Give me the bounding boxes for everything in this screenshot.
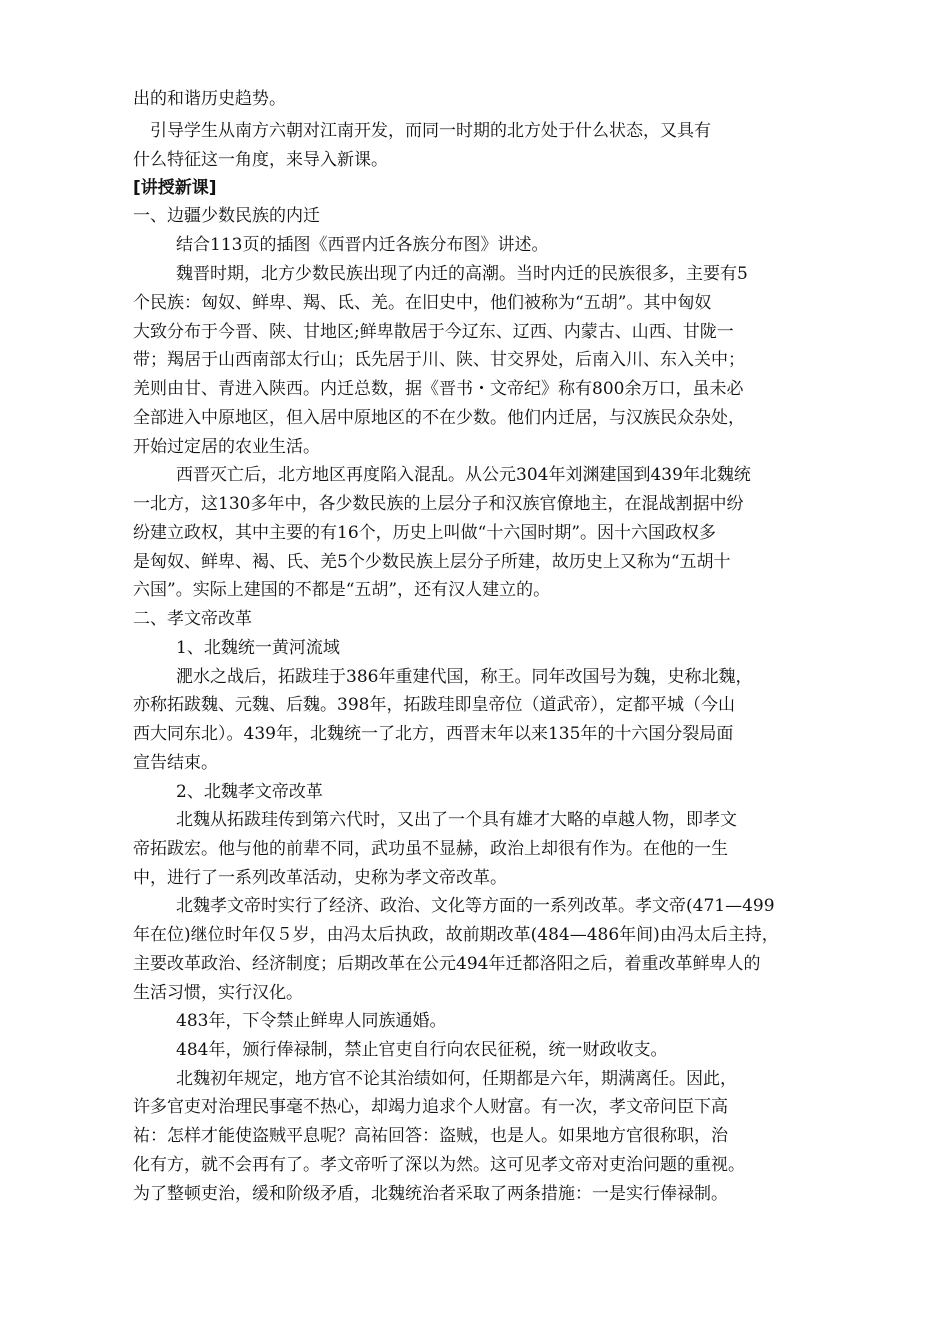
text-line: 引导学生从南方六朝对江南开发，而同一时期的北方处于什么状态，又具有: [133, 121, 711, 141]
text-line: 开始过定居的农业生活。: [133, 437, 320, 457]
section-heading: [讲授新课]: [133, 178, 217, 198]
text-line: 出的和谐历史趋势。: [133, 89, 286, 109]
text-line: 大致分布于今晋、陕、甘地区;鲜卑散居于今辽东、辽西、内蒙古、山西、甘陇一: [133, 322, 734, 342]
text-line: 484年，颁行俸禄制，禁止官吏自行向农民征税，统一财政收支。: [176, 1040, 668, 1060]
text-line: 带；羯居于山西南部太行山；氐先居于川、陕、甘交界处，后南入川、东入关中；: [133, 350, 745, 370]
text-line: 全部进入中原地区，但入居中原地区的不在少数。他们内迁居，与汉族民众杂处，: [133, 408, 745, 428]
text-line: 北魏初年规定，地方官不论其治绩如何，任期都是六年，期满离任。因此，: [176, 1069, 737, 1089]
text-line: 化有方，就不会再有了。孝文帝听了深以为然。这可见孝文帝对吏治问题的重视。: [133, 1155, 745, 1175]
text-line: 主要改革政治、经济制度；后期改革在公元494年迁都洛阳之后，着重改革鲜卑人的: [133, 954, 761, 974]
text-line: 许多官吏对治理民事毫不热心，却竭力追求个人财富。有一次，孝文帝问臣下高: [133, 1097, 728, 1117]
text-line: 什么特征这一角度，来导入新课。: [133, 150, 388, 170]
text-line: 个民族：匈奴、鲜卑、羯、氐、羌。在旧史中，他们被称为“五胡”。其中匈奴: [133, 293, 712, 313]
text-line: 西大同东北）。439年，北魏统一了北方，西晋末年以来135年的十六国分裂局面: [133, 724, 734, 744]
subheading: 1、北魏统一黄河流域: [176, 638, 340, 658]
text-line: 淝水之战后，拓跋珪于386年重建代国，称王。同年改国号为魏，史称北魏，: [176, 667, 753, 687]
subheading: 2、北魏孝文帝改革: [176, 782, 323, 802]
text-line: 羌则由甘、青进入陕西。内迁总数，据《晋书・文帝纪》称有800余万口，虽未必: [133, 379, 744, 399]
text-line: 结合113页的插图《西晋内迁各族分布图》讲述。: [176, 235, 549, 255]
text-line: 西晋灭亡后，北方地区再度陷入混乱。从公元304年刘渊建国到439年北魏统: [176, 465, 751, 485]
heading-2: 二、孝文帝改革: [133, 609, 252, 629]
text-line: 年在位)继位时年仅５岁，由冯太后执政，故前期改革(484—486年间)由冯太后主持，: [133, 925, 779, 945]
text-line: 祐：怎样才能使盗贼平息呢？高祐回答：盗贼，也是人。如果地方官很称职，治: [133, 1126, 728, 1146]
text-line: 宣告结束。: [133, 753, 218, 773]
text-line: 为了整顿吏治，缓和阶级矛盾，北魏统治者采取了两条措施：一是实行俸禄制。: [133, 1184, 728, 1204]
text-line: 生活习惯，实行汉化。: [133, 983, 303, 1003]
text-line: 中，进行了一系列改革活动，史称为孝文帝改革。: [133, 868, 507, 888]
text-line: 六国”。实际上建国的不都是“五胡”，还有汉人建立的。: [133, 580, 551, 600]
text-line: 一北方，这130多年中，各少数民族的上层分子和汉族官僚地主，在混战割据中纷: [133, 494, 744, 514]
text-line: 483年，下令禁止鲜卑人同族通婚。: [176, 1011, 447, 1031]
heading-1: 一、边疆少数民族的内迁: [133, 206, 320, 226]
text-line: 北魏孝文帝时实行了经济、政治、文化等方面的一系列改革。孝文帝(471—499: [176, 896, 775, 916]
text-line: 北魏从拓跋珪传到第六代时，又出了一个具有雄才大略的卓越人物，即孝文: [176, 810, 737, 830]
text-line: 亦称拓跋魏、元魏、后魏。398年，拓跋珪即皇帝位（道武帝），定都平城（今山: [133, 695, 735, 715]
text-line: 是匈奴、鲜卑、褐、氏、羌5个少数民族上层分子所建，故历史上又称为“五胡十: [133, 552, 731, 572]
text-line: 魏晋时期，北方少数民族出现了内迁的高潮。当时内迁的民族很多，主要有5: [176, 264, 748, 284]
text-line: 纷建立政权，其中主要的有16个，历史上叫做“十六国时期”。因十六国政权多: [133, 523, 717, 543]
text-line: 帝拓跋宏。他与他的前辈不同，武功虽不显赫，政治上却很有作为。在他的一生: [133, 839, 728, 859]
